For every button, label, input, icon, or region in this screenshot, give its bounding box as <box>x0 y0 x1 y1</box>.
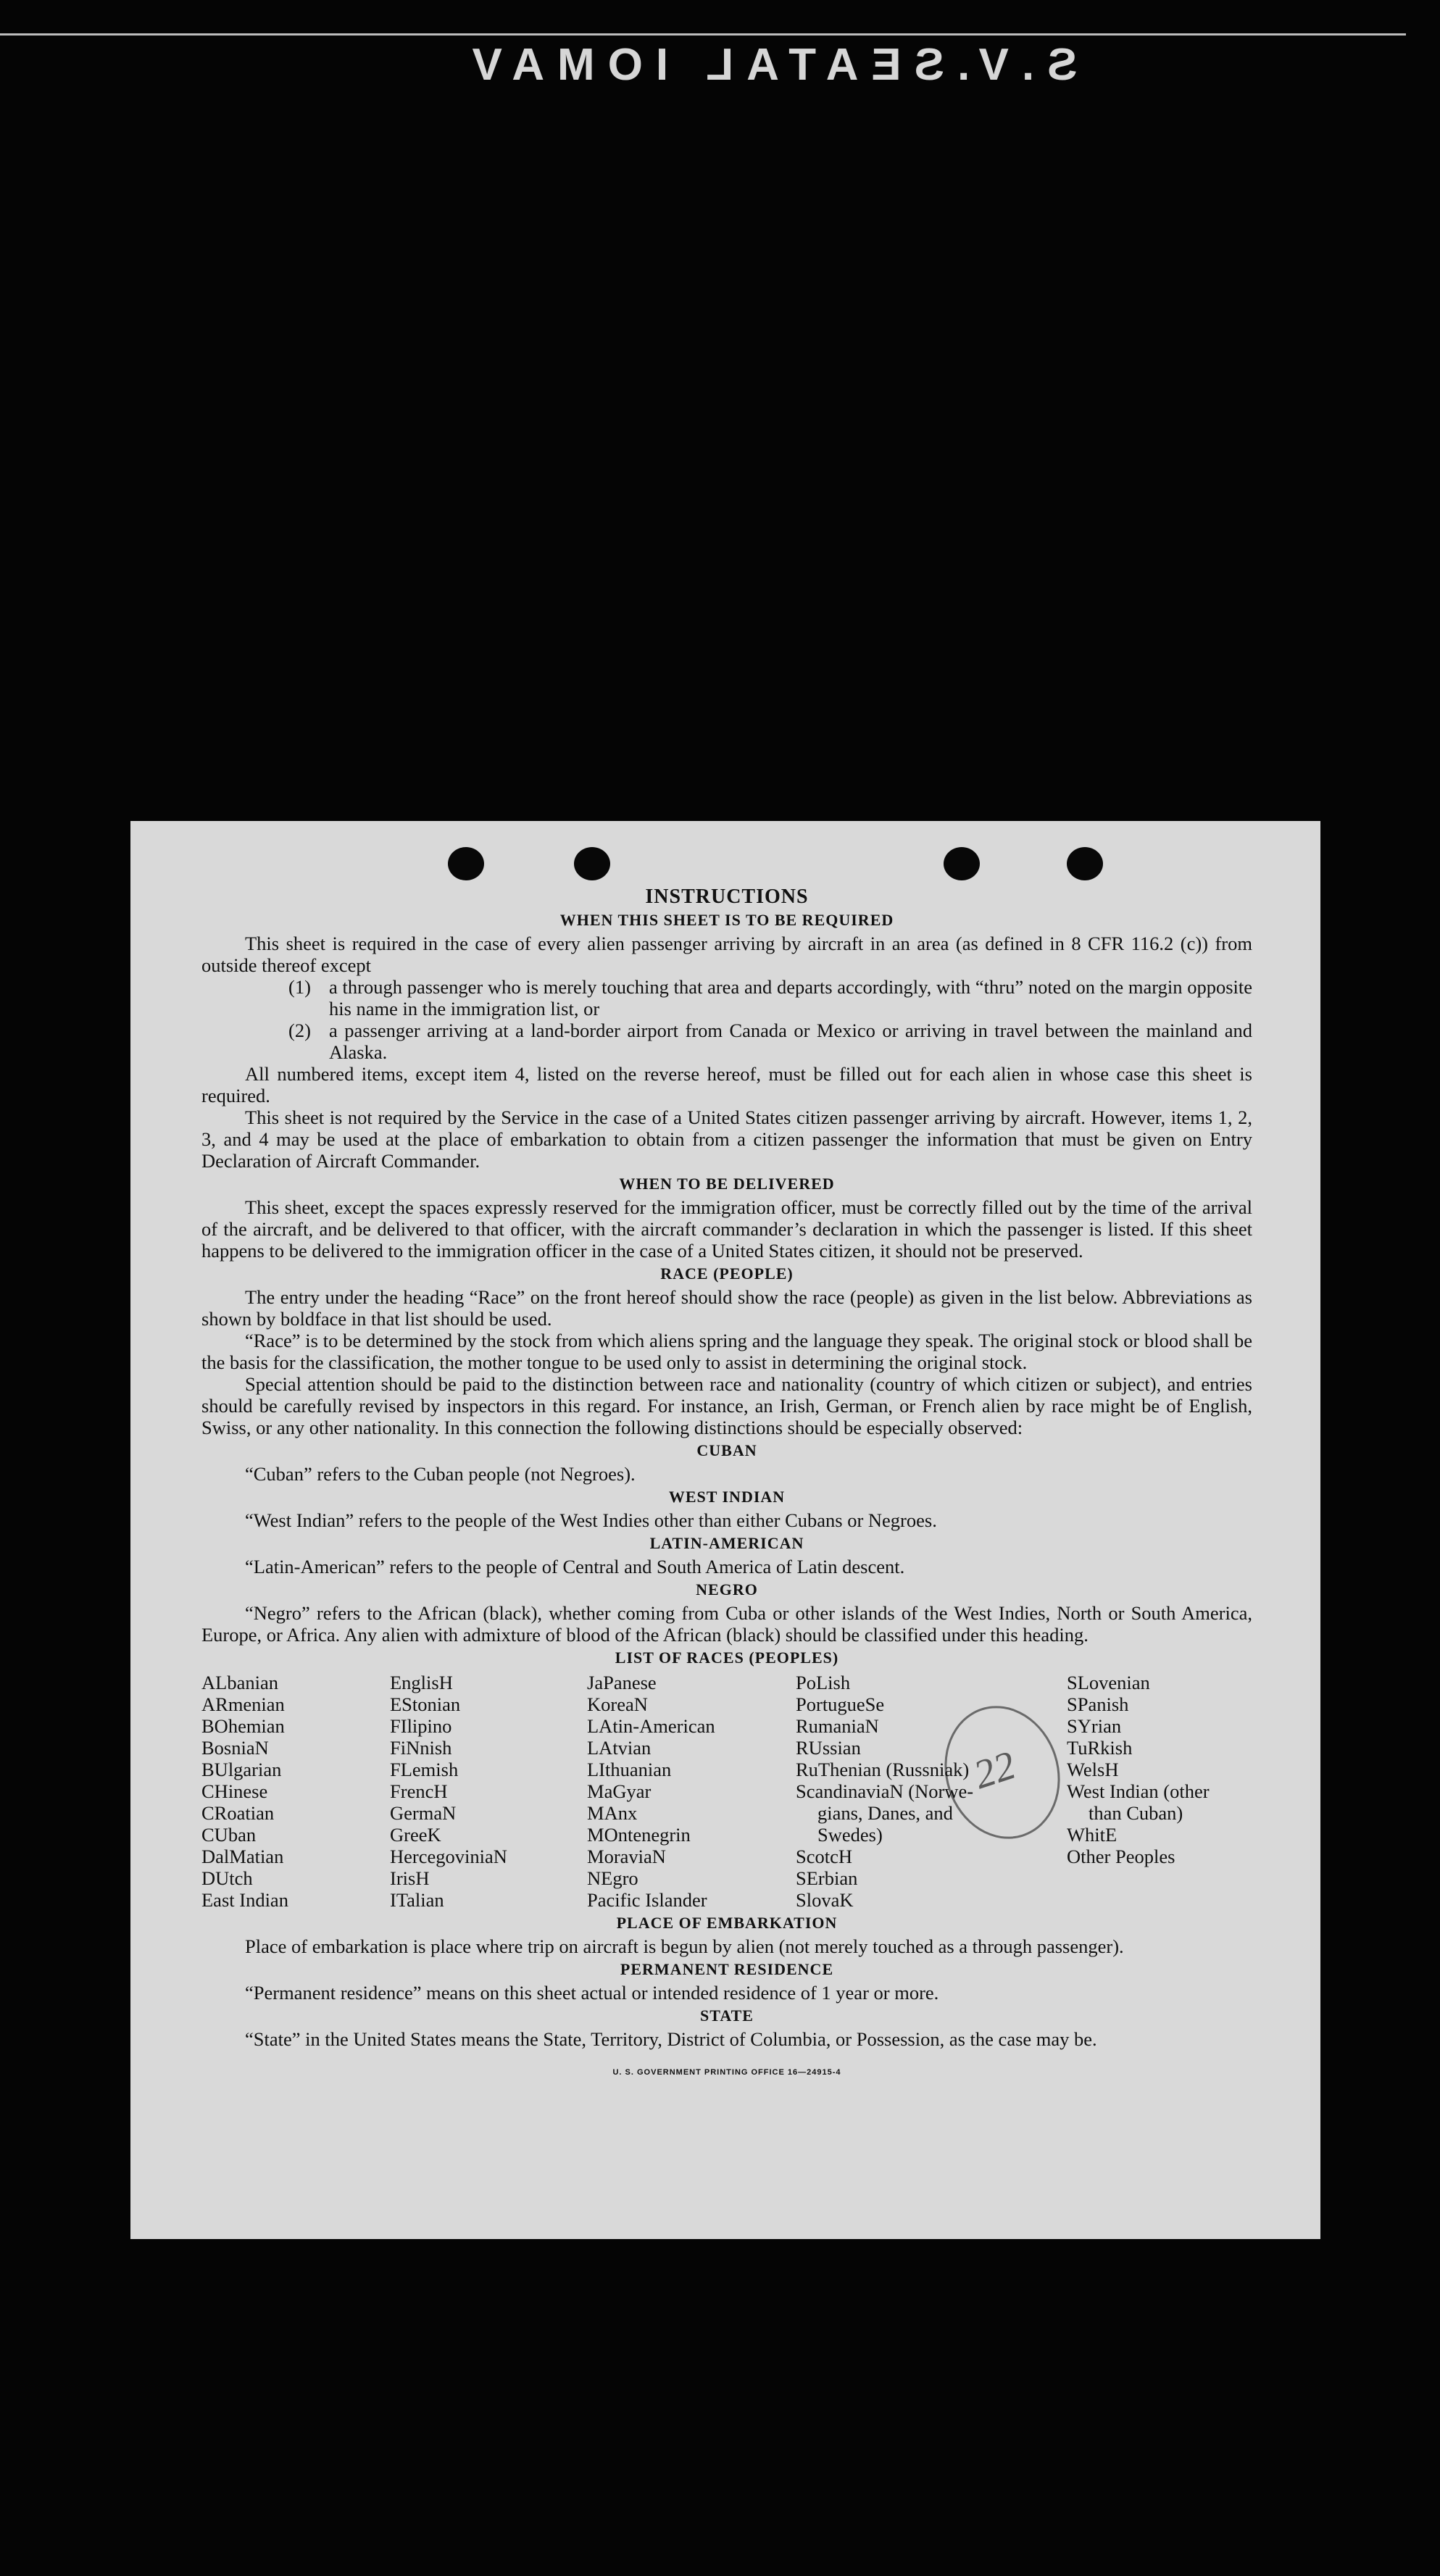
race-entry: DalMatian <box>201 1846 284 1867</box>
page-title: INSTRUCTIONS <box>645 885 809 908</box>
race-entry: NEgro <box>587 1867 638 1889</box>
section-heading: RACE (PEOPLE) <box>660 1264 794 1283</box>
paragraph: “State” in the United States means the State, Territory, District of Columbia, or Possession, as the case may be. <box>245 2028 1097 2050</box>
punch-hole <box>1067 847 1103 880</box>
race-entry: Other Peoples <box>1067 1846 1175 1867</box>
race-entry: GermaN <box>390 1802 457 1824</box>
race-entry: gians, Danes, and <box>817 1802 953 1824</box>
race-entry: EnglisH <box>390 1672 453 1693</box>
race-entry: SYrian <box>1067 1715 1122 1737</box>
race-entry: SLovenian <box>1067 1672 1150 1693</box>
punch-hole <box>944 847 980 880</box>
race-entry: than Cuban) <box>1089 1802 1183 1824</box>
paragraph: This sheet is required in the case of every alien passenger arriving by aircraft in an area (as defined in 8 CFR 116.2 (c)) from outside thereof except <box>201 933 1252 976</box>
race-entry: ALbanian <box>201 1672 278 1693</box>
section-heading: LATIN-AMERICAN <box>649 1534 804 1552</box>
race-entry: EStonian <box>390 1693 461 1715</box>
section-heading: WHEN TO BE DELIVERED <box>619 1175 835 1193</box>
race-entry: DUtch <box>201 1867 253 1889</box>
race-entry: BosniaN <box>201 1737 269 1759</box>
race-entry: MaGyar <box>587 1780 652 1802</box>
race-entry: MAnx <box>587 1802 638 1824</box>
section-heading: PERMANENT RESIDENCE <box>620 1960 834 1978</box>
race-entry: HercegoviniaN <box>390 1846 507 1867</box>
race-entry: MOntenegrin <box>587 1824 691 1846</box>
races-column <box>201 1672 390 1911</box>
race-entry: FiNnish <box>390 1737 452 1759</box>
paragraph: “Race” is to be determined by the stock from which aliens spring and the language they speak. The original stock or blood shall be the basis for the classification, the mother tongue to be used only to assist in determining the original stock. <box>201 1330 1252 1373</box>
race-entry: FrencH <box>390 1780 448 1802</box>
race-entry: BUlgarian <box>201 1759 282 1780</box>
paragraph: The entry under the heading “Race” on the front hereof should show the race (people) as given in the list below. Abbreviations as shown by boldface in that list should be used. <box>201 1286 1252 1330</box>
paragraph: “Negro” refers to the African (black), whether coming from Cuba or other islands of the West Indies, North or South America, Europe, or Africa. Any alien with admixture of blood of the African (black) should be classified under this heading. <box>201 1602 1252 1646</box>
race-entry: West Indian (other <box>1067 1780 1210 1802</box>
race-entry: ARmenian <box>201 1693 285 1715</box>
race-entry: ITalian <box>390 1889 444 1911</box>
race-entry: LAtin-American <box>587 1715 715 1737</box>
film-edge-line <box>0 33 1406 36</box>
race-entry: Pacific Islander <box>587 1889 707 1911</box>
section-heading: PLACE OF EMBARKATION <box>616 1914 838 1932</box>
races-table <box>201 1672 1252 1911</box>
list-item: (1) a through passenger who is merely touching that area and departs accordingly, with “thru” noted on the margin opposite his name in the immigration list, or <box>288 976 1252 1020</box>
race-entry: WhitE <box>1067 1824 1118 1846</box>
race-entry: East Indian <box>201 1889 288 1911</box>
race-entry: MoraviaN <box>587 1846 666 1867</box>
race-entry: SErbian <box>796 1867 858 1889</box>
race-entry: FIlipino <box>390 1715 452 1737</box>
race-entry: IrisH <box>390 1867 430 1889</box>
race-entry: GreeK <box>390 1824 441 1846</box>
paragraph: Special attention should be paid to the distinction between race and nationality (country of which citizen or subject), and entries should be carefully revised by inspectors in this regard. For instance, an Irish, German, or French alien by race might be of English, Swiss, or any other nationality. In this connection the following distinctions should be especially observed: <box>201 1373 1252 1438</box>
section-heading: STATE <box>700 2006 754 2025</box>
handwritten-number-stamp: 22 <box>928 1691 1077 1854</box>
race-entry: RumaniaN <box>796 1715 879 1737</box>
race-entry: WelsH <box>1067 1759 1119 1780</box>
race-entry: ScotcH <box>796 1846 853 1867</box>
race-entry: FLemish <box>390 1759 459 1780</box>
race-entry: PoLish <box>796 1672 851 1693</box>
punch-hole <box>448 847 484 880</box>
paragraph: “Cuban” refers to the Cuban people (not Negroes). <box>245 1463 636 1485</box>
race-entry: KoreaN <box>587 1693 648 1715</box>
races-column <box>390 1672 587 1911</box>
section-heading: NEGRO <box>696 1580 758 1598</box>
paragraph: This sheet, except the spaces expressly reserved for the immigration officer, must be correctly filled out by the time of the arrival of the aircraft, and be delivered to that officer, with the aircraft commander’s declaration in which the passenger is listed. If this sheet happens to be delivered to the immigration officer in the case of a United States citizen, it should not be preserved. <box>201 1196 1252 1262</box>
section-heading: WHEN THIS SHEET IS TO BE REQUIRED <box>559 911 894 929</box>
race-entry: PortugueSe <box>796 1693 885 1715</box>
race-entry: Swedes) <box>817 1824 883 1846</box>
section-heading: LIST OF RACES (PEOPLES) <box>615 1648 839 1667</box>
paragraph: Place of embarkation is place where trip on aircraft is begun by alien (not merely touched as a through passenger). <box>245 1935 1124 1957</box>
races-column <box>796 1672 1067 1911</box>
race-entry: CRoatian <box>201 1802 275 1824</box>
instructions-body <box>201 883 1252 2083</box>
race-entry: RUssian <box>796 1737 861 1759</box>
races-column <box>1067 1672 1252 1911</box>
punch-hole <box>574 847 610 880</box>
race-entry: RuThenian (Russniak) <box>796 1759 970 1780</box>
races-column <box>587 1672 796 1911</box>
section-heading: WEST INDIAN <box>668 1488 786 1506</box>
race-entry: ScandinaviaN (Norwe- <box>796 1780 974 1802</box>
race-entry: SlovaK <box>796 1889 854 1911</box>
film-edge-lettering: S.V.SEATAL IOMAV <box>459 40 1078 90</box>
race-entry: CUban <box>201 1824 257 1846</box>
section-heading: CUBAN <box>696 1441 757 1459</box>
printer-imprint: U. S. GOVERNMENT PRINTING OFFICE 16—24915-4 <box>612 2068 841 2077</box>
paragraph: “Latin-American” refers to the people of Central and South America of Latin descent. <box>245 1556 905 1577</box>
document-page <box>130 821 1320 2239</box>
paragraph: This sheet is not required by the Service in the case of a United States citizen passenger arriving by aircraft. However, items 1, 2, 3, and 4 may be used at the place of embarkation to obtain from a citizen passenger the information that must be given on Entry Declaration of Aircraft Commander. <box>201 1106 1252 1172</box>
race-entry: BOhemian <box>201 1715 285 1737</box>
race-entry: JaPanese <box>587 1672 657 1693</box>
list-item: (2) a passenger arriving at a land-border airport from Canada or Mexico or arriving in travel between the mainland and Alaska. <box>288 1020 1252 1063</box>
paragraph: “West Indian” refers to the people of the West Indies other than either Cubans or Negroes. <box>245 1509 937 1531</box>
paragraph: All numbered items, except item 4, listed on the reverse hereof, must be filled out for each alien in whose case this sheet is required. <box>201 1063 1252 1106</box>
race-entry: TuRkish <box>1067 1737 1133 1759</box>
race-entry: SPanish <box>1067 1693 1129 1715</box>
paragraph: “Permanent residence” means on this sheet actual or intended residence of 1 year or more. <box>245 1982 939 2004</box>
exception-list <box>201 976 1252 1063</box>
race-entry: CHinese <box>201 1780 268 1802</box>
race-entry: LIthuanian <box>587 1759 672 1780</box>
race-entry: LAtvian <box>587 1737 652 1759</box>
